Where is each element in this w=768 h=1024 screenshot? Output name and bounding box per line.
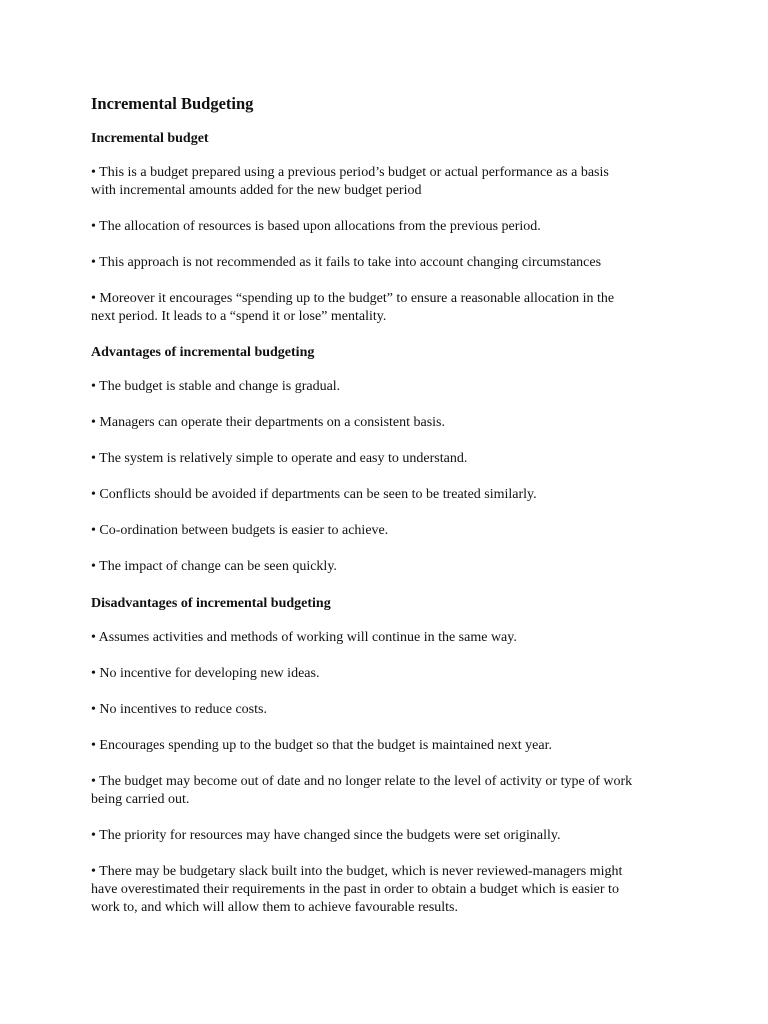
bullet-item: • Conflicts should be avoided if departments can be seen to be treated similarly. <box>91 487 537 502</box>
bullet-item: • There may be budgetary slack built into the budget, which is never reviewed-managers might have overestimated their requirements in the past in order to obtain a budget which is easier to work to, and which will allow them to achieve favourable results. <box>91 864 623 915</box>
section-heading: Disadvantages of incremental budgeting <box>91 596 331 611</box>
document-body <box>91 92 691 935</box>
bullet-item: • This approach is not recommended as it fails to take into account changing circumstances <box>91 255 602 270</box>
bullet-item: • Managers can operate their departments on a consistent basis. <box>91 415 446 430</box>
bullet-item: • This is a budget prepared using a previous period’s budget or actual performance as a basis with incremental amounts added for the new budget period <box>91 165 609 198</box>
bullet-item: • The budget is stable and change is gradual. <box>91 379 341 394</box>
section-disadvantages <box>91 594 691 917</box>
section-advantages <box>91 343 691 576</box>
bullet-item: • Co-ordination between budgets is easier to achieve. <box>91 523 389 538</box>
section-heading: Incremental budget <box>91 131 209 146</box>
document-title: Incremental Budgeting <box>91 94 254 113</box>
bullet-item: • Assumes activities and methods of working will continue in the same way. <box>91 630 517 645</box>
bullet-item: • Encourages spending up to the budget so that the budget is maintained next year. <box>91 738 552 753</box>
bullet-item: • No incentive for developing new ideas. <box>91 666 320 681</box>
bullet-item: • No incentives to reduce costs. <box>91 702 267 717</box>
bullet-item: • The system is relatively simple to operate and easy to understand. <box>91 451 468 466</box>
bullet-item: • Moreover it encourages “spending up to the budget” to ensure a reasonable allocation in the next period. It leads to a “spend it or lose” mentality. <box>91 291 615 324</box>
bullet-item: • The budget may become out of date and no longer relate to the level of activity or type of work being carried out. <box>91 774 633 807</box>
section-incremental-budget <box>91 129 691 326</box>
bullet-item: • The allocation of resources is based upon allocations from the previous period. <box>91 219 541 234</box>
bullet-item: • The priority for resources may have changed since the budgets were set originally. <box>91 828 561 843</box>
bullet-item: • The impact of change can be seen quickly. <box>91 559 337 574</box>
section-heading: Advantages of incremental budgeting <box>91 345 315 360</box>
